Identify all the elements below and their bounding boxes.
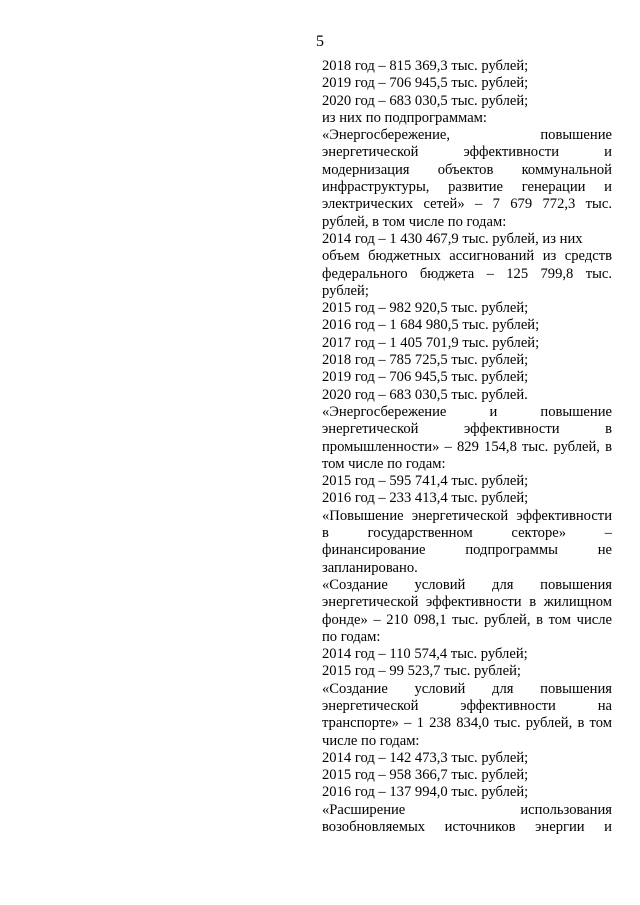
text-line: рублей, в том числе по годам:: [322, 213, 507, 230]
text-line: «Создание условий для повышения: [322, 576, 612, 593]
text-line: энергетической эффективности в: [322, 421, 612, 438]
text-line: энергетической эффективности на: [322, 697, 612, 714]
text-line: из них по подпрограммам:: [322, 109, 487, 126]
text-line: «Энергосбережение, повышение: [322, 127, 612, 144]
text-line: 2015 год – 958 366,7 тыс. рублей;: [322, 767, 529, 784]
text-line: 2017 год – 1 405 701,9 тыс. рублей;: [322, 334, 540, 351]
text-line: 2020 год – 683 030,5 тыс. рублей.: [322, 386, 528, 403]
text-line: электрических сетей» – 7 679 772,3 тыс.: [322, 196, 612, 213]
text-line: 2015 год – 99 523,7 тыс. рублей;: [322, 663, 521, 680]
text-line: «Создание условий для повышения: [322, 680, 612, 697]
text-line: федерального бюджета – 125 799,8 тыс.: [322, 265, 612, 282]
text-line: 2016 год – 137 994,0 тыс. рублей;: [322, 784, 529, 801]
text-line: фонде» – 210 098,1 тыс. рублей, в том числе: [322, 611, 612, 628]
text-line: финансирование подпрограммы не: [322, 542, 612, 559]
text-line: энергетической эффективности и: [322, 144, 612, 161]
text-line: инфраструктуры, развитие генерации и: [322, 179, 612, 196]
text-line: 2015 год – 982 920,5 тыс. рублей;: [322, 300, 529, 317]
text-line: 2019 год – 706 945,5 тыс. рублей;: [322, 369, 529, 386]
text-line: 2015 год – 595 741,4 тыс. рублей;: [322, 473, 529, 490]
text-line: 2014 год – 1 430 467,9 тыс. рублей, из них: [322, 230, 583, 247]
text-line: запланировано.: [322, 559, 418, 576]
text-line: 2016 год – 1 684 980,5 тыс. рублей;: [322, 317, 540, 334]
text-line: в государственном секторе» –: [322, 525, 612, 542]
document-body: [322, 58, 612, 836]
text-line: 2018 год – 815 369,3 тыс. рублей;: [322, 58, 529, 74]
text-line: транспорте» – 1 238 834,0 тыс. рублей, в том: [322, 715, 612, 732]
text-line: «Энергосбережение и повышение: [322, 403, 612, 420]
text-line: модернизация объектов коммунальной: [322, 161, 612, 178]
text-line: 2020 год – 683 030,5 тыс. рублей;: [322, 92, 529, 109]
text-line: промышленности» – 829 154,8 тыс. рублей, в: [322, 438, 612, 455]
text-line: рублей;: [322, 282, 369, 299]
text-line: 2018 год – 785 725,5 тыс. рублей;: [322, 352, 529, 369]
text-line: числе по годам:: [322, 732, 420, 749]
page-number: 5: [316, 33, 324, 50]
text-line: объем бюджетных ассигнований из средств: [322, 248, 612, 265]
text-line: 2014 год – 142 473,3 тыс. рублей;: [322, 749, 529, 766]
text-line: 2014 год – 110 574,4 тыс. рублей;: [322, 646, 528, 663]
text-line: том числе по годам:: [322, 455, 446, 472]
text-line: 2016 год – 233 413,4 тыс. рублей;: [322, 490, 529, 507]
text-line: «Расширение использования: [322, 801, 612, 818]
text-line: возобновляемых источников энергии и: [322, 819, 612, 836]
text-line: энергетической эффективности в жилищном: [322, 594, 612, 611]
text-line: «Повышение энергетической эффективности: [322, 507, 612, 524]
text-line: по годам:: [322, 628, 381, 645]
text-line: 2019 год – 706 945,5 тыс. рублей;: [322, 75, 529, 92]
